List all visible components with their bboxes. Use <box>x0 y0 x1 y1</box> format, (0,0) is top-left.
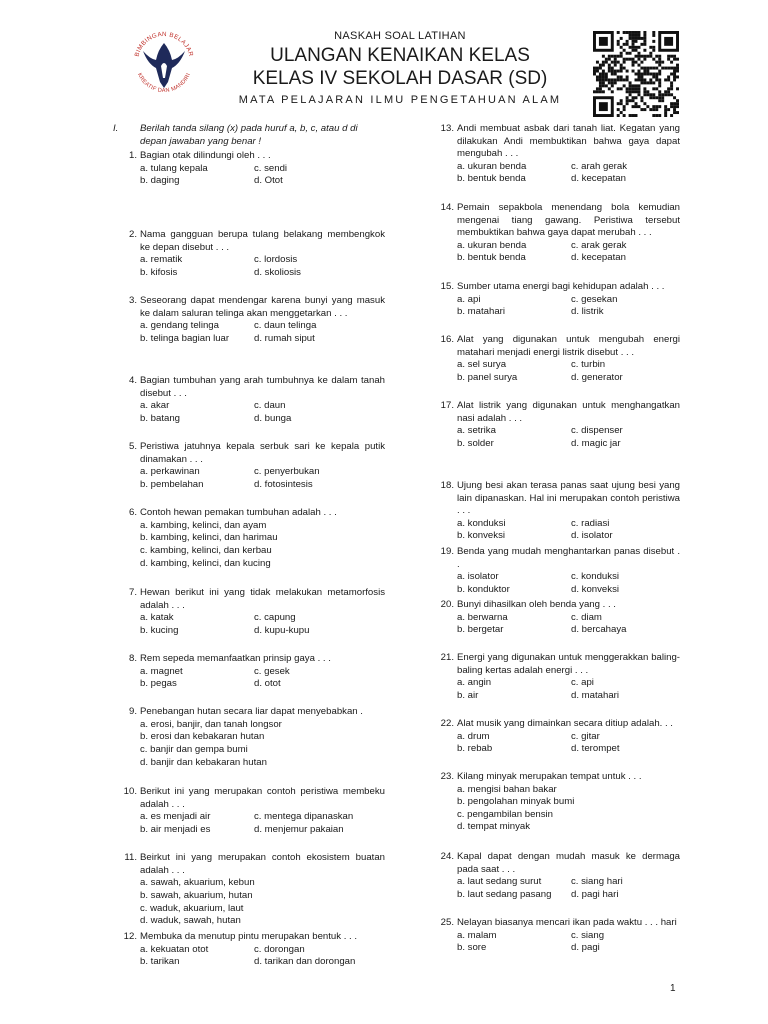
question-row <box>113 375 385 425</box>
answer-option[interactable]: d. kupu-kupu <box>254 624 310 636</box>
question-item <box>113 441 385 491</box>
answer-options <box>457 930 680 955</box>
answer-option[interactable]: a. akar <box>140 400 170 412</box>
question-item <box>430 599 680 637</box>
answer-option[interactable]: d. listrik <box>571 306 604 318</box>
question-text: Kapal dapat dengan mudah masuk ke dermaga pada saat . . . <box>457 851 680 875</box>
answer-option[interactable]: b. panel surya <box>457 371 518 383</box>
question-row <box>113 852 385 928</box>
answer-option[interactable]: c. penyerbukan <box>254 466 320 478</box>
question-number: 14. <box>440 202 454 213</box>
answer-option[interactable]: a. es menjadi air <box>140 811 211 823</box>
question-text: Ujung besi akan terasa panas saat ujung besi yang lain dipanaskan. Hal ini merupakan contoh peristiwa . . . <box>457 480 680 517</box>
answer-option[interactable]: c. pengambilan bensin <box>457 808 554 820</box>
question-item <box>430 400 680 450</box>
question-text: Energi yang digunakan untuk menggerakkan baling-baling kertas adalah energi . . . <box>457 652 680 676</box>
svg-text:BIMBINGAN BELAJAR: BIMBINGAN BELAJAR <box>133 30 195 58</box>
answer-options <box>457 784 680 834</box>
question-number: 1. <box>128 150 137 162</box>
question-text: Bagian tumbuhan yang arah tumbuhnya ke dalam tanah disebut . . . <box>140 375 385 399</box>
answer-option[interactable]: b. laut sedang pasang <box>457 888 552 900</box>
answer-option[interactable]: d. tarikan dan dorongan <box>254 956 356 968</box>
question-item <box>430 546 680 596</box>
question-text: Penebangan hutan secara liar dapat menyebabkan . <box>140 706 363 718</box>
answer-option[interactable]: c. diam <box>571 611 602 623</box>
question-item <box>113 150 385 188</box>
question-item <box>430 917 680 955</box>
question-text: Nama gangguan berupa tulang belakang membengkok ke depan disebut . . . <box>140 229 385 253</box>
answer-option[interactable]: d. skoliosis <box>254 266 301 278</box>
answer-option[interactable]: c. gesekan <box>571 293 618 305</box>
document-subtitle: NASKAH SOAL LATIHAN <box>334 30 466 42</box>
answer-option[interactable]: b. kucing <box>140 624 179 636</box>
question-text: Kilang minyak merupakan tempat untuk . . . <box>457 771 642 782</box>
answer-options <box>140 520 385 570</box>
question-row <box>430 917 680 955</box>
answer-option[interactable]: b. bentuk benda <box>457 252 526 264</box>
question-item <box>113 587 385 637</box>
answer-option[interactable]: a. konduksi <box>457 517 506 529</box>
question-row <box>113 295 385 345</box>
answer-option[interactable]: a. mengisi bahan bakar <box>457 783 557 795</box>
answer-option[interactable]: d. konveksi <box>571 583 619 595</box>
answer-option[interactable]: c. waduk, akuarium, laut <box>140 902 244 914</box>
answer-option[interactable]: a. tulang kepala <box>140 162 208 174</box>
answer-option[interactable]: a. erosi, banjir, dan tanah longsor <box>140 718 282 730</box>
question-text: Contoh hewan pemakan tumbuhan adalah . . . <box>140 507 337 519</box>
question-text: Alat musik yang dimainkan secara ditiup adalah. . . <box>457 718 673 729</box>
answer-option[interactable]: c. turbin <box>571 359 606 371</box>
answer-option[interactable]: d. rumah siput <box>254 332 315 344</box>
question-text: Peristiwa jatuhnya kepala serbuk sari ke kepala putik dinamakan . . . <box>140 441 385 465</box>
answer-options <box>457 359 680 384</box>
answer-option[interactable]: a. sel surya <box>457 359 507 371</box>
question-text: Alat yang digunakan untuk mengubah energi matahari menjadi energi listrik disebut . . . <box>457 334 680 358</box>
question-number: 4. <box>128 375 137 387</box>
answer-option[interactable]: c. sendi <box>254 162 288 174</box>
question-text: Seseorang dapat mendengar karena bunyi yang masuk ke dalam saluran telinga akan menggetarkan . . . <box>140 295 385 319</box>
answer-option[interactable]: b. air menjadi es <box>140 823 211 835</box>
answer-option[interactable]: c. api <box>571 677 594 689</box>
answer-option[interactable]: d. magic jar <box>571 437 621 449</box>
answer-option[interactable]: a. kekuatan otot <box>140 943 209 955</box>
question-number: 10. <box>123 786 137 798</box>
question-number: 25. <box>440 917 454 928</box>
question-text: Bunyi dihasilkan oleh benda yang . . . <box>457 599 616 610</box>
question-number: 2. <box>128 229 137 241</box>
question-item <box>113 507 385 570</box>
answer-option[interactable]: d. menjemur pakaian <box>254 823 344 835</box>
answer-options <box>457 677 680 702</box>
answer-option[interactable]: a. berwarna <box>457 611 508 623</box>
answer-options <box>140 320 385 345</box>
answer-option[interactable]: b. konveksi <box>457 530 505 542</box>
answer-option[interactable]: b. pengolahan minyak bumi <box>457 796 575 808</box>
question-item <box>113 931 385 969</box>
question-number: 6. <box>128 507 137 519</box>
answer-option[interactable]: a. ukuran benda <box>457 160 527 172</box>
question-item <box>113 375 385 425</box>
answer-option[interactable]: a. magnet <box>140 665 183 677</box>
question-number: 5. <box>128 441 137 453</box>
answer-option[interactable]: d. tempat minyak <box>457 821 531 833</box>
answer-option[interactable]: b. konduktor <box>457 583 510 595</box>
answer-option[interactable]: a. api <box>457 293 481 305</box>
question-item <box>430 851 680 901</box>
document-title-line-1: ULANGAN KENAIKAN KELAS <box>270 45 530 66</box>
question-row <box>430 546 680 596</box>
question-item <box>430 771 680 834</box>
question-number: 9. <box>128 706 137 718</box>
answer-option[interactable]: d. pagi <box>571 942 600 954</box>
answer-options <box>457 294 680 319</box>
question-text: Beirkut ini yang merupakan contoh ekosistem buatan adalah . . . <box>140 852 385 876</box>
answer-option[interactable]: a. laut sedang surut <box>457 876 542 888</box>
answer-option[interactable]: c. siang <box>571 929 605 941</box>
answer-option[interactable]: c. konduksi <box>571 571 619 583</box>
answer-options <box>140 254 385 279</box>
question-item <box>430 718 680 756</box>
question-row <box>430 771 680 834</box>
question-row <box>430 334 680 384</box>
question-text: Andi membuat asbak dari tanah liat. Kegatan yang dilakukan Andi membuktikan bahwa gaya dapat mengubah . . . <box>457 123 680 160</box>
question-item <box>113 653 385 691</box>
answer-option[interactable]: b. pegas <box>140 678 177 690</box>
answer-options <box>140 944 385 969</box>
answer-option[interactable]: a. kambing, kelinci, dan ayam <box>140 519 267 531</box>
logo-emblem-icon <box>128 26 200 98</box>
answer-option[interactable]: c. mentega dipanaskan <box>254 811 354 823</box>
answer-option[interactable]: d. otot <box>254 678 281 690</box>
answer-option[interactable]: b. tarikan <box>140 956 180 968</box>
questions-column-left <box>113 123 385 968</box>
question-number: 7. <box>128 587 137 599</box>
question-number: 23. <box>440 771 454 782</box>
section-number: I. <box>113 123 119 134</box>
answer-option[interactable]: c. gesek <box>254 665 290 677</box>
question-row <box>430 281 680 319</box>
question-row <box>430 480 680 543</box>
question-row <box>113 507 385 570</box>
answer-options <box>140 163 385 188</box>
question-number: 21. <box>440 652 454 663</box>
answer-option[interactable]: b. pembelahan <box>140 478 204 490</box>
question-row <box>430 599 680 637</box>
question-row <box>113 229 385 279</box>
answer-option[interactable]: a. perkawinan <box>140 466 200 478</box>
question-number: 17. <box>440 400 454 411</box>
answer-option[interactable]: a. rematik <box>140 254 183 266</box>
page-number: 1 <box>670 983 676 994</box>
answer-options <box>457 612 680 637</box>
answer-option[interactable]: a. drum <box>457 730 490 742</box>
question-text: Hewan berikut ini yang tidak melakukan metamorfosis adalah . . . <box>140 587 385 611</box>
question-text: Benda yang mudah menghantarkan panas disebut . . <box>457 546 680 570</box>
answer-option[interactable]: c. banjir dan gempa bumi <box>140 743 248 755</box>
answer-option[interactable]: c. dispenser <box>571 425 623 437</box>
question-row <box>430 718 680 756</box>
question-text: Pemain sepakbola menendang bola kemudian mengenai tiang gawang. Peristiwa tersebut membuktikan bahwa gaya dapat merubah . . . <box>457 202 680 239</box>
answer-options <box>140 612 385 637</box>
answer-option[interactable]: c. daun telinga <box>254 320 317 332</box>
question-item <box>430 652 680 702</box>
answer-option[interactable]: d. terompet <box>571 743 620 755</box>
question-number: 8. <box>128 653 137 665</box>
answer-options <box>457 161 680 186</box>
answer-option[interactable]: b. bergetar <box>457 624 504 636</box>
answer-option[interactable]: b. matahari <box>457 306 505 318</box>
answer-option[interactable]: b. sore <box>457 942 487 954</box>
question-row <box>113 706 385 769</box>
question-number: 22. <box>440 718 454 729</box>
document-title-line-2: KELAS IV SEKOLAH DASAR (SD) <box>252 68 548 89</box>
answer-option[interactable]: c. arak gerak <box>571 239 627 251</box>
question-number: 13. <box>440 123 454 134</box>
answer-option[interactable]: c. radiasi <box>571 517 610 529</box>
answer-option[interactable]: d. pagi hari <box>571 888 619 900</box>
answer-options <box>457 731 680 756</box>
question-number: 15. <box>440 281 454 292</box>
question-row <box>430 123 680 186</box>
answer-options <box>457 518 680 543</box>
question-text: Sumber utama energi bagi kehidupan adalah . . . <box>457 281 665 292</box>
question-item <box>113 295 385 345</box>
answer-option[interactable]: a. ukuran benda <box>457 239 527 251</box>
question-item <box>430 334 680 384</box>
question-item <box>430 202 680 265</box>
answer-option[interactable]: b. kambing, kelinci, dan harimau <box>140 532 278 544</box>
answer-option[interactable]: a. angin <box>457 677 492 689</box>
question-row <box>430 851 680 901</box>
answer-option[interactable]: d. banjir dan kebakaran hutan <box>140 756 267 768</box>
question-item <box>113 852 385 928</box>
answer-options <box>140 666 385 691</box>
answer-option[interactable]: d. waduk, sawah, hutan <box>140 915 241 927</box>
question-number: 19. <box>440 546 454 557</box>
answer-option[interactable]: c. capung <box>254 612 296 624</box>
answer-option[interactable]: a. sawah, akuarium, kebun <box>140 877 255 889</box>
answer-option[interactable]: b. kifosis <box>140 266 178 278</box>
answer-options <box>140 877 385 927</box>
answer-option[interactable]: d. generator <box>571 371 623 383</box>
answer-option[interactable]: a. setrika <box>457 425 496 437</box>
answer-option[interactable]: b. air <box>457 689 479 701</box>
answer-option[interactable]: d. kecepatan <box>571 252 626 264</box>
question-item <box>430 281 680 319</box>
question-number: 24. <box>440 851 454 862</box>
question-text: Membuka da menutup pintu merupakan bentuk . . . <box>140 931 358 943</box>
question-row <box>113 931 385 969</box>
answer-options <box>457 571 680 596</box>
answer-option[interactable]: c. arah gerak <box>571 160 627 172</box>
question-text: Nelayan biasanya mencari ikan pada waktu . . . hari <box>457 917 677 928</box>
answer-option[interactable]: d. isolator <box>571 530 613 542</box>
answer-option[interactable]: b. sawah, akuarium, hutan <box>140 889 253 901</box>
question-number: 18. <box>440 480 454 491</box>
qr-code-icon <box>593 31 679 117</box>
question-row <box>113 653 385 691</box>
answer-options <box>457 240 680 265</box>
answer-option[interactable]: d. fotosintesis <box>254 478 313 490</box>
answer-option[interactable]: d. bunga <box>254 412 292 424</box>
answer-option[interactable]: c. daun <box>254 400 286 412</box>
question-item <box>113 786 385 836</box>
question-number: 11. <box>124 852 137 864</box>
answer-option[interactable]: d. Otot <box>254 175 283 187</box>
answer-option[interactable]: a. malam <box>457 929 497 941</box>
answer-option[interactable]: b. rebab <box>457 743 493 755</box>
question-text: Berikut ini yang merupakan contoh peristiwa membeku adalah . . . <box>140 786 385 810</box>
answer-option[interactable]: d. kecepatan <box>571 173 626 185</box>
answer-option[interactable]: c. siang hari <box>571 876 623 888</box>
answer-option[interactable]: c. kambing, kelinci, dan kerbau <box>140 544 272 556</box>
question-text: Bagian otak dilindungi oleh . . . <box>140 150 271 162</box>
answer-option[interactable]: d. matahari <box>571 689 619 701</box>
answer-options <box>140 811 385 836</box>
answer-option[interactable]: c. gitar <box>571 730 600 742</box>
answer-option[interactable]: b. batang <box>140 412 181 424</box>
answer-options <box>457 876 680 901</box>
question-item <box>430 480 680 543</box>
question-item <box>113 229 385 279</box>
question-number: 3. <box>128 295 137 307</box>
answer-option[interactable]: b. daging <box>140 175 180 187</box>
answer-option[interactable]: b. telinga bagian luar <box>140 332 230 344</box>
question-row <box>113 441 385 491</box>
question-item <box>113 706 385 769</box>
answer-option[interactable]: a. gendang telinga <box>140 320 219 332</box>
answer-options <box>140 400 385 425</box>
question-number: 12. <box>123 931 137 943</box>
question-item <box>430 123 680 186</box>
answer-option[interactable]: d. kambing, kelinci, dan kucing <box>140 557 271 569</box>
answer-option[interactable]: d. bercahaya <box>571 624 627 636</box>
question-number: 20. <box>440 599 454 610</box>
subject-heading: MATA PELAJARAN ILMU PENGETAHUAN ALAM <box>238 94 562 106</box>
answer-option[interactable]: b. erosi dan kebakaran hutan <box>140 731 265 743</box>
answer-options <box>457 425 680 450</box>
answer-option[interactable]: a. katak <box>140 612 174 624</box>
question-row <box>430 652 680 702</box>
svg-text:KREATIF DAN MANDIRI: KREATIF DAN MANDIRI <box>135 72 193 95</box>
question-row <box>113 150 385 188</box>
question-row <box>113 587 385 637</box>
section-instruction <box>113 123 385 148</box>
answer-options <box>140 719 385 769</box>
question-row <box>113 786 385 836</box>
question-text: Rem sepeda memanfaatkan prinsip gaya . . . <box>140 653 331 665</box>
answer-option[interactable]: c. dorongan <box>254 943 305 955</box>
answer-option[interactable]: a. isolator <box>457 571 499 583</box>
answer-option[interactable]: c. lordosis <box>254 254 298 266</box>
page-header <box>0 0 768 112</box>
question-row <box>430 400 680 450</box>
question-text: Alat listrik yang digunakan untuk menghangatkan nasi adalah . . . <box>457 400 680 424</box>
question-number: 16. <box>440 334 454 345</box>
question-row <box>430 202 680 265</box>
instruction-text: Berilah tanda silang (x) pada huruf a, b, c, atau d di depan jawaban yang benar ! <box>140 123 358 147</box>
answer-options <box>140 466 385 491</box>
answer-option[interactable]: b. solder <box>457 437 494 449</box>
answer-option[interactable]: b. bentuk benda <box>457 173 526 185</box>
